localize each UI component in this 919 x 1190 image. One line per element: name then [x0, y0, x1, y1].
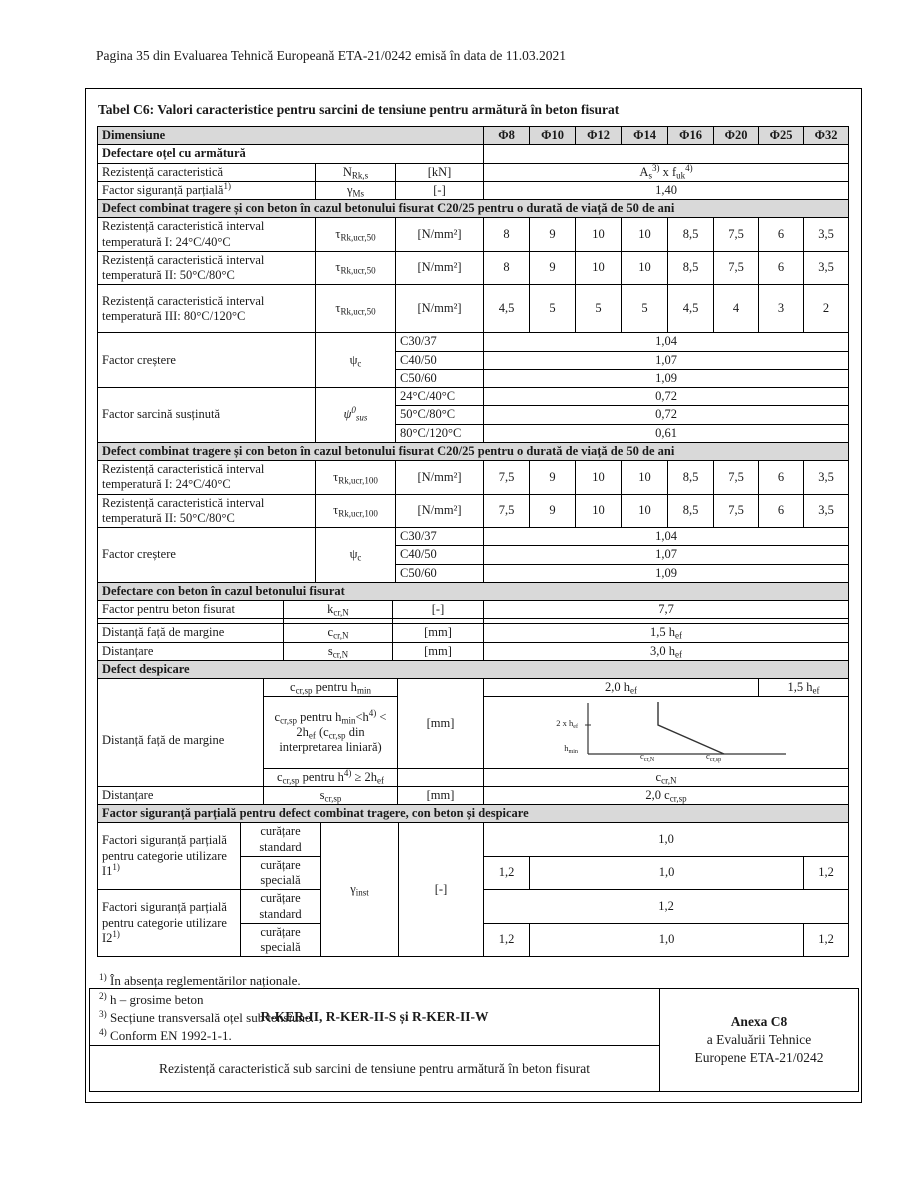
value-cell: 6 — [759, 218, 804, 252]
label-cell: Rezistență caracteristică interval temperatură II: 50°C/80°C — [98, 251, 316, 285]
value-cell: 1,04 — [484, 333, 849, 351]
sublabel-cell: curățare standard — [241, 890, 321, 924]
section-bar: Defectare con beton în cazul betonului fisurat — [98, 582, 849, 600]
value-cell: 6 — [759, 461, 804, 495]
value-cell: 1,40 — [484, 181, 849, 199]
value-cell: 5 — [622, 285, 668, 333]
section-bar: Defect despicare — [98, 660, 849, 678]
unit-cell: [N/mm²] — [396, 461, 484, 495]
label-cell: Factor sarcină susținută — [98, 388, 316, 443]
value-cell: 1,5 $h_{ef}$ — [759, 679, 849, 697]
unit-cell: [-] — [393, 601, 484, 619]
phi-header-cell: Φ8 — [484, 127, 530, 145]
sublabel-cell: $c_{cr,sp}$ pentru $h^{4)} \ge 2h_{ef}$ — [264, 768, 398, 786]
value-cell: 10 — [576, 251, 622, 285]
label-cell: Factor creștere — [98, 528, 316, 583]
value-cell: 5 — [530, 285, 576, 333]
annex-line2: a Evaluării Tehnice — [706, 1031, 812, 1047]
diagram-xlabel-left: $c_{cr,N}$ — [640, 751, 655, 764]
value-cell: 1,2 — [804, 856, 849, 890]
symbol-cell: $N_{Rk,s}$ — [316, 163, 396, 181]
phi-header-cell: Φ14 — [622, 127, 668, 145]
sublabel-cell: 24°C/40°C — [396, 388, 484, 406]
sublabel-cell: C50/60 — [396, 564, 484, 582]
value-cell: 10 — [576, 461, 622, 495]
symbol-cell: $s_{cr,N}$ — [284, 642, 393, 660]
value-cell: 2,0 $c_{cr,sp}$ — [484, 786, 849, 804]
value-cell: 1,09 — [484, 369, 849, 387]
label-cell: Rezistență caracteristică — [98, 163, 316, 181]
unit-cell: [mm] — [398, 786, 484, 804]
label-cell: Distanță față de margine — [98, 624, 284, 642]
footnote-4: $^{4)}$ Conform EN 1992-1-1. — [99, 1028, 232, 1044]
value-cell: 8,5 — [668, 461, 714, 495]
value-cell: 1,09 — [484, 564, 849, 582]
value-cell: 1,2 — [484, 923, 530, 957]
value-cell: 10 — [622, 251, 668, 285]
unit-cell: [-] — [396, 181, 484, 199]
table-section-splitting — [97, 660, 849, 805]
symbol-cell: $\tau_{Rk,ucr,50}$ — [316, 251, 396, 285]
phi-header-cell: Φ10 — [530, 127, 576, 145]
value-cell: 0,72 — [484, 406, 849, 424]
value-cell: 9 — [530, 461, 576, 495]
value-cell: 5 — [576, 285, 622, 333]
unit-cell: [mm] — [393, 624, 484, 642]
value-cell: 0,72 — [484, 388, 849, 406]
value-cell: 10 — [576, 494, 622, 528]
label-cell: Factor pentru beton fisurat — [98, 601, 284, 619]
page-header: Pagina 35 din Evaluarea Tehnică Europeană ETA-21/0242 emisă în data de 11.03.2021 — [96, 48, 566, 63]
value-cell: 7,5 — [714, 494, 759, 528]
table-section-safety-factors — [97, 804, 849, 957]
unit-cell: [N/mm²] — [396, 285, 484, 333]
value-cell: 7,7 — [484, 601, 849, 619]
symbol-cell: $\tau_{Rk,ucr,100}$ — [316, 461, 396, 495]
sublabel-cell: curățare standard — [241, 823, 321, 857]
value-cell: 3,5 — [804, 251, 849, 285]
value-cell: 10 — [622, 494, 668, 528]
value-cell: 1,0 — [530, 923, 804, 957]
splitting-diagram — [488, 698, 849, 762]
symbol-cell: $\psi^0_{sus}$ — [316, 388, 396, 443]
symbol-cell: $\gamma_{inst}$ — [321, 823, 399, 957]
annex-title: Anexa C8 — [730, 1013, 788, 1029]
footer-product-cell: R-KER-II, R-KER-II-S și R-KER-II-W — [90, 989, 660, 1046]
value-cell: 6 — [759, 251, 804, 285]
document-box — [85, 88, 862, 1103]
symbol-cell: $s_{cr,sp}$ — [264, 786, 398, 804]
sublabel-cell: 80°C/120°C — [396, 424, 484, 442]
unit-cell: [N/mm²] — [396, 218, 484, 252]
footnote-2: $^{2)}$ h – grosime beton — [99, 991, 204, 1007]
unit-cell: [N/mm²] — [396, 251, 484, 285]
value-cell: 3,5 — [804, 494, 849, 528]
interpolation-diagram-cell — [484, 697, 849, 768]
value-cell: 3,0 $h_{ef}$ — [484, 642, 849, 660]
value-cell: 1,0 — [484, 823, 849, 857]
label-cell: Distanțare — [98, 786, 264, 804]
value-cell: 8 — [484, 251, 530, 285]
value-cell: 9 — [530, 218, 576, 252]
section-bar: Defect combinat tragere și con beton în cazul betonului fisurat C20/25 pentru o durată de viață de 50 de ani — [98, 442, 849, 460]
label-cell: Rezistență caracteristică interval temperatură II: 50°C/80°C — [98, 494, 316, 528]
value-cell: 3,5 — [804, 218, 849, 252]
sublabel-cell: curățare specială — [241, 856, 321, 890]
table-title: Tabel C6: Valori caracteristice pentru sarcini de tensiune pentru armătură în beton fisurat — [98, 102, 620, 117]
label-cell: Distanțare — [98, 642, 284, 660]
value-cell: 1,07 — [484, 546, 849, 564]
value-cell: 1,0 — [530, 856, 804, 890]
value-cell: 9 — [530, 494, 576, 528]
value-cell: 4 — [714, 285, 759, 333]
footer-description-cell: Rezistență caracteristică sub sarcini de tensiune pentru armătură în beton fisurat — [90, 1046, 660, 1092]
sublabel-cell: C50/60 — [396, 369, 484, 387]
empty-cell — [398, 768, 484, 786]
symbol-cell: $\psi_c$ — [316, 528, 396, 583]
section-label-steel: Defectare oțel cu armătură — [98, 145, 484, 163]
unit-cell: [mm] — [393, 642, 484, 660]
symbol-cell: $\tau_{Rk,ucr,50}$ — [316, 218, 396, 252]
value-cell: 1,07 — [484, 351, 849, 369]
label-cell: Distanță față de margine — [98, 679, 264, 787]
value-cell: 2 — [804, 285, 849, 333]
phi-header-cell: Φ20 — [714, 127, 759, 145]
sublabel-cell: C30/37 — [396, 528, 484, 546]
sublabel-cell: $c_{cr,sp}$ pentru $h_{min}<h^{4)} < 2h_{ef}$ ($c_{cr,sp}$ din interpretarea liniară) — [264, 697, 398, 768]
phi-header-cell: Φ25 — [759, 127, 804, 145]
value-cell: 8 — [484, 218, 530, 252]
sublabel-cell: C40/50 — [396, 546, 484, 564]
value-cell: 10 — [622, 218, 668, 252]
value-cell: 7,5 — [714, 251, 759, 285]
value-cell: 3,5 — [804, 461, 849, 495]
section-bar: Factor siguranță parțială pentru defect combinat tragere, con beton și despicare — [98, 805, 849, 823]
value-cell: 9 — [530, 251, 576, 285]
sublabel-cell: C40/50 — [396, 351, 484, 369]
value-cell: 7,5 — [484, 494, 530, 528]
value-cell: $c_{cr,N}$ — [484, 768, 849, 786]
sublabel-cell: 50°C/80°C — [396, 406, 484, 424]
unit-cell: [N/mm²] — [396, 494, 484, 528]
sublabel-cell: $c_{cr,sp}$ pentru $h_{min}$ — [264, 679, 398, 697]
phi-header-cell: Φ32 — [804, 127, 849, 145]
value-cell: 8,5 — [668, 494, 714, 528]
footnote-3: $^{3)}$ Secțiune transversală oțel sub tensiune. — [99, 1009, 315, 1026]
value-cell: 8,5 — [668, 218, 714, 252]
symbol-cell: $\psi_c$ — [316, 333, 396, 388]
footer-table — [89, 988, 859, 1092]
section-bar: Defect combinat tragere și con beton în cazul betonului fisurat C20/25 pentru o durată de viață de 50 de ani — [98, 200, 849, 218]
value-cell: 8,5 — [668, 251, 714, 285]
diagram-ylabel-bottom: $h_{min}$ — [564, 743, 578, 756]
symbol-cell: $\gamma_{Ms}$ — [316, 181, 396, 199]
phi-header-cell: Φ12 — [576, 127, 622, 145]
label-cell: Rezistență caracteristică interval temperatură I: 24°C/40°C — [98, 218, 316, 252]
label-cell: Rezistență caracteristică interval temperatură III: 80°C/120°C — [98, 285, 316, 333]
footnote-1: $^{1)}$ În absența reglementărilor naționale. — [99, 973, 301, 989]
value-cell: 10 — [576, 218, 622, 252]
value-cell: 1,5 $h_{ef}$ — [484, 624, 849, 642]
value-cell: 1,2 — [484, 890, 849, 924]
unit-cell: [-] — [399, 823, 484, 957]
table-section-combined-50 — [97, 199, 849, 443]
symbol-cell: $\tau_{Rk,ucr,50}$ — [316, 285, 396, 333]
value-cell: 4,5 — [484, 285, 530, 333]
label-cell: Factor creștere — [98, 333, 316, 388]
value-cell: 1,2 — [484, 856, 530, 890]
footer-annex-cell — [660, 989, 859, 1092]
symbol-cell: $k_{cr,N}$ — [284, 601, 393, 619]
label-cell: Factori siguranță parțială pentru categorie utilizare I1$^{1)}$ — [98, 823, 241, 890]
empty-cell — [484, 145, 849, 163]
value-cell: 7,5 — [714, 218, 759, 252]
annex-line3: Europene ETA-21/0242 — [694, 1050, 824, 1066]
value-cell: $A_s^{3)}$ x $f_{uk}^{4)}$ — [484, 163, 849, 181]
value-cell: 0,61 — [484, 424, 849, 442]
diagram-xlabel-right: $c_{cr,sp}$ — [706, 751, 722, 764]
table-section-combined-100 — [97, 442, 849, 583]
sublabel-cell: curățare specială — [241, 923, 321, 957]
value-cell: 1,04 — [484, 528, 849, 546]
value-cell: 3 — [759, 285, 804, 333]
diagram-ylabel-top: 2 x $h_{ef}$ — [556, 718, 578, 731]
value-cell: 7,5 — [484, 461, 530, 495]
value-cell: 10 — [622, 461, 668, 495]
label-cell: Factori siguranță parțială pentru categorie utilizare I2$^{1)}$ — [98, 890, 241, 957]
label-cell: Rezistență caracteristică interval temperatură I: 24°C/40°C — [98, 461, 316, 495]
sublabel-cell: C30/37 — [396, 333, 484, 351]
table-section-header-steel — [97, 126, 849, 200]
table-section-concrete-cone — [97, 582, 849, 661]
symbol-cell: $c_{cr,N}$ — [284, 624, 393, 642]
label-cell: Factor siguranță parțială$^{1)}$ — [98, 181, 316, 199]
value-cell: 6 — [759, 494, 804, 528]
unit-cell: [kN] — [396, 163, 484, 181]
dimension-header-cell: Dimensiune — [98, 127, 484, 145]
value-cell: 1,2 — [804, 923, 849, 957]
value-cell: 2,0 $h_{ef}$ — [484, 679, 759, 697]
value-cell: 7,5 — [714, 461, 759, 495]
phi-header-cell: Φ16 — [668, 127, 714, 145]
symbol-cell: $\tau_{Rk,ucr,100}$ — [316, 494, 396, 528]
unit-cell: [mm] — [398, 679, 484, 769]
value-cell: 4,5 — [668, 285, 714, 333]
